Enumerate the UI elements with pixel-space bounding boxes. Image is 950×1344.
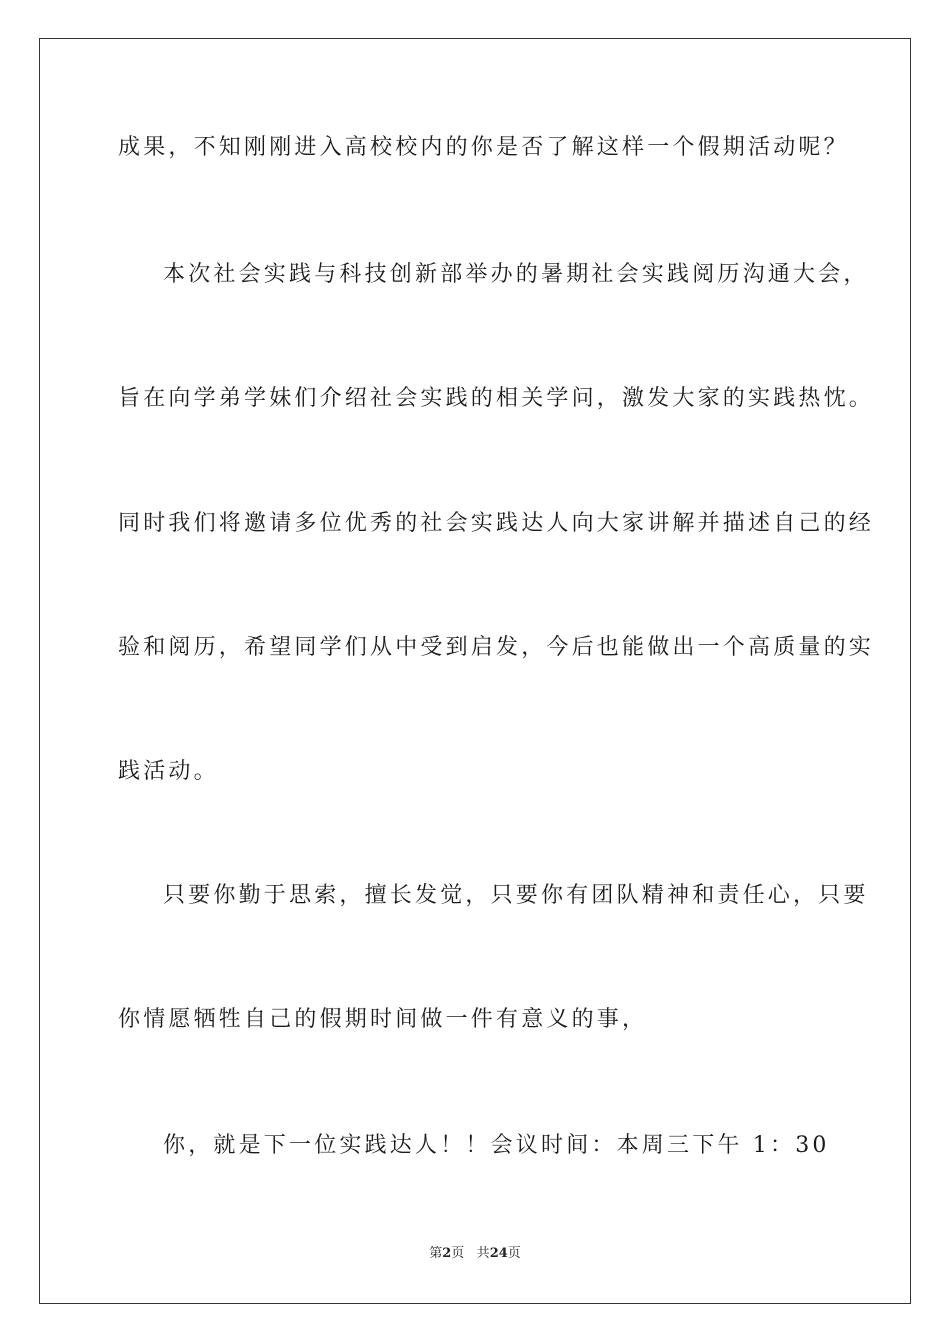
text-line-5: 验和阅历，希望同学们从中受到启发，今后也能做出一个高质量的实 xyxy=(118,635,875,660)
text-line-4: 同时我们将邀请多位优秀的社会实践达人向大家讲解并描述自己的经 xyxy=(118,511,875,536)
footer-page-suffix: 页 xyxy=(451,1246,465,1261)
text-line-9: 你，就是下一位实践达人！！会议时间：本周三下午 1：30 xyxy=(163,1133,830,1158)
footer-total-suffix: 页 xyxy=(507,1246,521,1261)
footer-total-pages: 24 xyxy=(489,1246,508,1261)
text-line-7: 只要你勤于思索，擅长发觉，只要你有团队精神和责任心，只要 xyxy=(163,883,869,908)
footer-total-prefix: 共 xyxy=(476,1246,490,1261)
page-footer xyxy=(0,1246,950,1262)
text-line-2: 本次社会实践与科技创新部举办的暑期社会实践阅历沟通大会， xyxy=(163,262,869,287)
text-line-6: 践活动。 xyxy=(118,759,219,784)
page-border xyxy=(39,38,911,1304)
footer-page-number: 2 xyxy=(442,1246,452,1261)
text-line-1: 成果，不知刚刚进入高校校内的你是否了解这样一个假期活动呢？ xyxy=(118,135,849,160)
footer-page-prefix: 第 xyxy=(429,1246,443,1261)
text-line-3: 旨在向学弟学妹们介绍社会实践的相关学问，激发大家的实践热忱。 xyxy=(118,386,875,411)
text-line-8: 你情愿牺牲自己的假期时间做一件有意义的事， xyxy=(118,1007,648,1032)
